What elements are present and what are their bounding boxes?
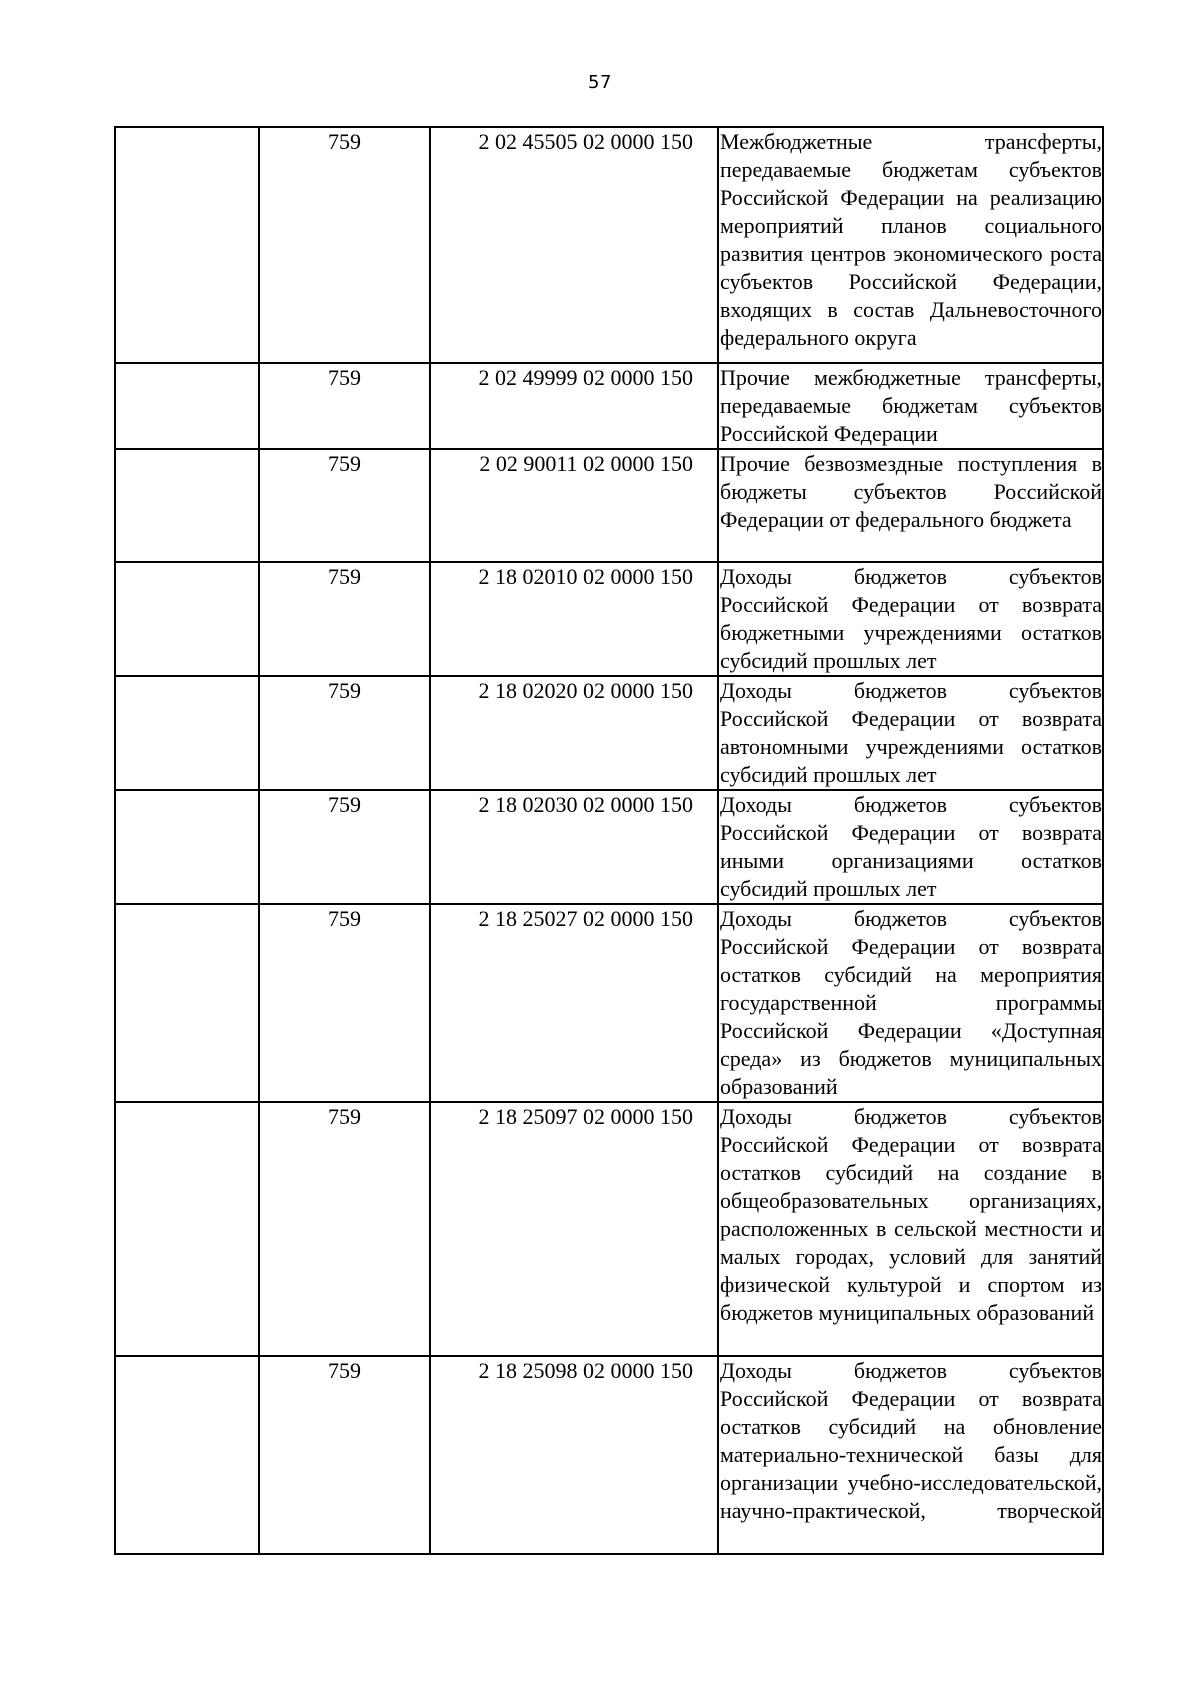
budget-code-cell: 2 02 49999 02 0000 150 <box>430 363 718 449</box>
table-row <box>115 127 1103 363</box>
table-row <box>115 363 1103 449</box>
income-name-text: Прочие межбюджетные трансферты, передаваемые бюджетам субъектов Российской Федерации <box>720 365 1102 446</box>
income-name-cell <box>718 1356 1103 1554</box>
income-name-cell <box>718 127 1103 363</box>
admin-code-cell: 759 <box>259 790 430 904</box>
budget-code-cell: 2 18 25027 02 0000 150 <box>430 904 718 1102</box>
table-row <box>115 1102 1103 1356</box>
admin-code-cell: 759 <box>259 363 430 449</box>
income-name-text: Межбюджетные трансферты, передаваемые бюджетам субъектов Российской Федерации на реализацию мероприятий планов социального развития центров экономического роста субъектов Российской Федерации, входящих в состав Дальневосточного федерального округа <box>720 129 1102 350</box>
income-name-text: Прочие безвозмездные поступления в бюджеты субъектов Российской Федерации от федерального бюджета <box>720 451 1102 532</box>
budget-code-cell: 2 18 02030 02 0000 150 <box>430 790 718 904</box>
row-number-cell <box>115 1356 259 1554</box>
table-row <box>115 1356 1103 1554</box>
budget-code-cell: 2 02 45505 02 0000 150 <box>430 127 718 363</box>
admin-code-cell: 759 <box>259 676 430 790</box>
row-number-cell <box>115 562 259 676</box>
row-number-cell <box>115 449 259 562</box>
table-body <box>115 127 1103 1554</box>
budget-code-cell: 2 18 25098 02 0000 150 <box>430 1356 718 1554</box>
budget-code-cell: 2 18 25097 02 0000 150 <box>430 1102 718 1356</box>
row-number-cell <box>115 676 259 790</box>
budget-code-cell: 2 02 90011 02 0000 150 <box>430 449 718 562</box>
table-row <box>115 790 1103 904</box>
income-name-text: Доходы бюджетов субъектов Российской Федерации от возврата остатков субсидий на обновление материально-технической базы для организации учебно-исследовательской, научно-практической, творческой <box>720 1358 1102 1523</box>
row-number-cell <box>115 127 259 363</box>
income-name-cell <box>718 449 1103 562</box>
row-number-cell <box>115 363 259 449</box>
table-row <box>115 904 1103 1102</box>
income-name-cell <box>718 790 1103 904</box>
income-name-text: Доходы бюджетов субъектов Российской Федерации от возврата остатков субсидий на мероприятия государственной программы Российской Федерации «Доступная среда» из бюджетов муниципальных образований <box>720 906 1102 1099</box>
income-name-cell <box>718 562 1103 676</box>
table-row <box>115 562 1103 676</box>
income-name-text: Доходы бюджетов субъектов Российской Федерации от возврата остатков субсидий на создание в общеобразовательных организациях, расположенных в сельской местности и малых городах, условий для занятий физической культурой и спортом из бюджетов муниципальных образований <box>720 1104 1102 1325</box>
table-row <box>115 676 1103 790</box>
page-number: 57 <box>588 72 612 93</box>
table-row <box>115 449 1103 562</box>
admin-code-cell: 759 <box>259 562 430 676</box>
row-number-cell <box>115 1102 259 1356</box>
income-name-cell <box>718 904 1103 1102</box>
budget-code-cell: 2 18 02020 02 0000 150 <box>430 676 718 790</box>
income-name-text: Доходы бюджетов субъектов Российской Федерации от возврата бюджетными учреждениями остатков субсидий прошлых лет <box>720 564 1102 673</box>
admin-code-cell: 759 <box>259 449 430 562</box>
income-name-cell <box>718 676 1103 790</box>
row-number-cell <box>115 904 259 1102</box>
income-name-cell <box>718 363 1103 449</box>
admin-code-cell: 759 <box>259 904 430 1102</box>
income-name-text: Доходы бюджетов субъектов Российской Федерации от возврата иными организациями остатков субсидий прошлых лет <box>720 792 1102 901</box>
admin-code-cell: 759 <box>259 1356 430 1554</box>
row-number-cell <box>115 790 259 904</box>
admin-code-cell: 759 <box>259 127 430 363</box>
admin-code-cell: 759 <box>259 1102 430 1356</box>
income-name-cell <box>718 1102 1103 1356</box>
income-name-text: Доходы бюджетов субъектов Российской Федерации от возврата автономными учреждениями остатков субсидий прошлых лет <box>720 678 1102 787</box>
budget-code-cell: 2 18 02010 02 0000 150 <box>430 562 718 676</box>
income-codes-table <box>114 126 1104 1555</box>
